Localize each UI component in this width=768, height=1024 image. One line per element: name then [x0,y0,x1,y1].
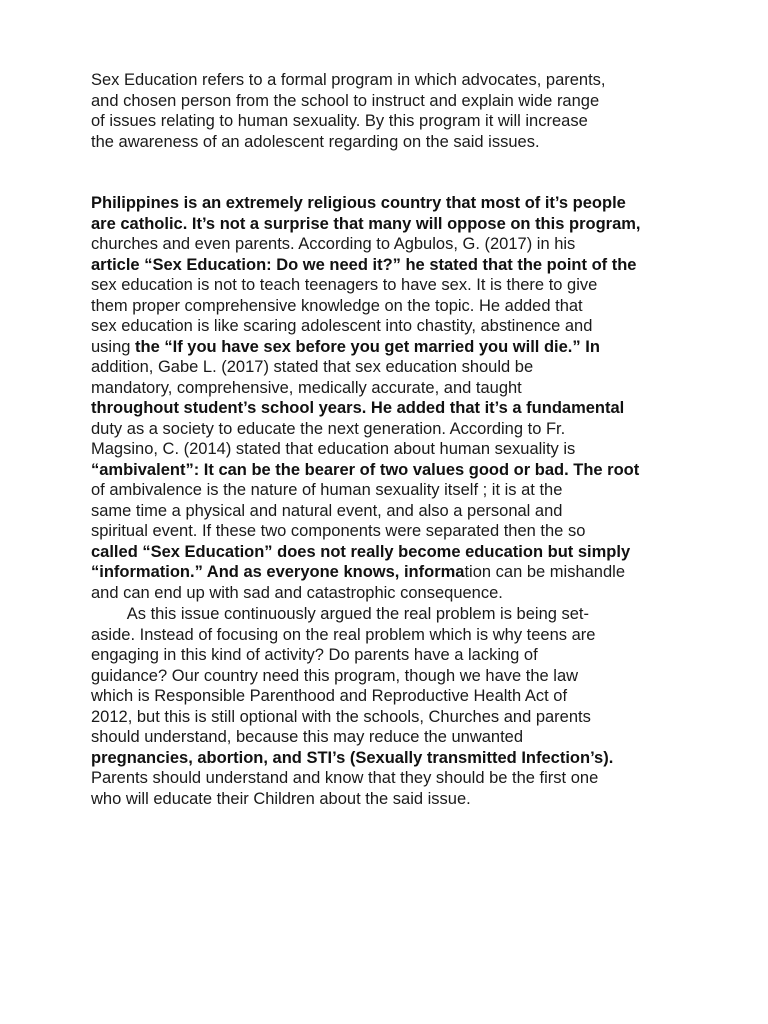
bold-text-segment: “ambivalent”: It can be the bearer of two values good or bad. The root [91,460,640,479]
text-line [91,645,691,666]
text-line [91,419,691,440]
bold-text-segment: throughout student’s school years. He added that it’s a fundamental [91,399,625,417]
text-line [91,234,691,255]
text-segment: and chosen person from the school to instruct and explain wide range [91,91,600,110]
paragraph-philippines [91,193,691,603]
text-segment: As this issue continuously argued the real problem is being set- [91,605,590,623]
text-line [91,111,691,132]
text-segment: addition, Gabe L. (2017) stated that sex education should be [91,358,534,376]
text-line [91,91,691,112]
bold-text-segment: pregnancies, abortion, and STI’s (Sexually transmitted Infection’s). [91,748,614,767]
text-segment: Parents should understand and know that they should be the first one [91,769,599,787]
text-line [91,70,691,91]
text-segment: which is Responsible Parenthood and Reproductive Health Act of [91,687,568,705]
text-line [91,460,691,481]
paragraph-intro [91,70,691,152]
bold-text-segment: Philippines is an extremely religious country that most of it’s people [91,194,626,212]
bold-text-segment: “information.” And as everyone knows, informa [91,563,465,581]
text-segment: 2012, but this is still optional with the schools, Churches and parents [91,707,591,726]
text-segment: spiritual event. If these two components were separated then the so [91,522,586,540]
bold-text-segment: are catholic. It’s not a surprise that many will oppose on this program, [91,214,641,233]
text-line [91,727,691,748]
text-line [91,789,691,810]
text-line [91,357,691,378]
text-line [91,707,691,728]
text-line [91,214,691,235]
text-segment: of issues relating to human sexuality. By this program it will increase [91,112,588,130]
text-line [91,316,691,337]
text-line [91,193,691,214]
text-segment: sex education is not to teach teenagers to have sex. It is there to give [91,276,598,294]
text-line [91,275,691,296]
text-line [91,132,691,153]
text-line [91,378,691,399]
text-segment: Magsino, C. (2014) stated that education about human sexuality is [91,440,576,458]
text-segment: of ambivalence is the nature of human sexuality itself ; it is at the [91,481,563,499]
text-segment: the awareness of an adolescent regarding on the said issues. [91,132,540,151]
text-segment: mandatory, comprehensive, medically accurate, and taught [91,378,522,397]
text-line [91,748,691,769]
text-segment: them proper comprehensive knowledge on the topic. He added that [91,296,583,315]
text-line [91,625,691,646]
text-segment: using [91,337,136,356]
text-line [91,337,691,358]
text-segment: sex education is like scaring adolescent into chastity, abstinence and [91,317,593,335]
text-line [91,255,691,276]
bold-text-segment: article “Sex Education: Do we need it?” he stated that the point of the [91,255,637,274]
text-segment: and can end up with sad and catastrophic consequence. [91,583,503,602]
text-segment: Sex Education refers to a formal program in which advocates, parents, [91,71,606,89]
text-segment: churches and even parents. According to Agbulos, G. (2017) in his [91,235,576,253]
text-line [91,296,691,317]
text-line [91,562,691,583]
text-line [91,398,691,419]
text-segment: tion can be mishandle [464,563,625,581]
text-segment: should understand, because this may reduce the unwanted [91,728,524,746]
bold-text-segment: called “Sex Education” does not really become education but simply [91,542,631,561]
text-line [91,583,691,604]
bold-text-segment: the “If you have sex before you get married you will die.” In [135,337,600,356]
text-line [91,521,691,542]
text-line [91,666,691,687]
paragraph-issue [91,604,691,809]
text-segment: aside. Instead of focusing on the real problem which is why teens are [91,625,596,644]
text-segment: guidance? Our country need this program, though we have the law [91,666,579,685]
text-line [91,542,691,563]
text-line [91,768,691,789]
text-line [91,439,691,460]
text-line [91,604,691,625]
text-line [91,501,691,522]
text-segment: who will educate their Children about the said issue. [91,789,471,808]
text-segment: duty as a society to educate the next generation. According to Fr. [91,419,566,438]
text-line [91,686,691,707]
text-line [91,480,691,501]
text-segment: same time a physical and natural event, and also a personal and [91,501,563,520]
text-segment: engaging in this kind of activity? Do parents have a lacking of [91,646,538,664]
